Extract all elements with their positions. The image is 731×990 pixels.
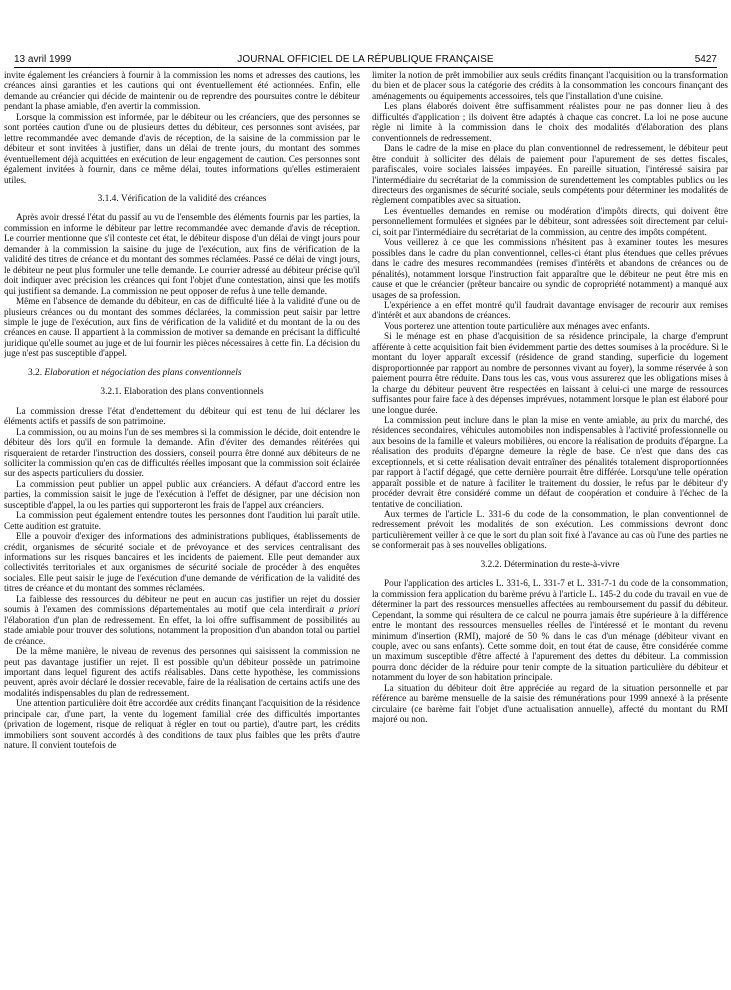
paragraph-text: l'élaboration d'un plan de redressement. En effet, la loi offre suffisamment de possibilités au stade amiable pour trouver des solutions, notamment la proposition d'un abandon total ou partiel de créance. — [4, 614, 360, 646]
header-date: 13 avril 1999 — [14, 54, 72, 65]
paragraph: La commission peut publier un appel public aux créanciers. A défaut d'accord entre les parties, la commission saisit le juge de l'exécution à l'effet de désigner, par une décision non susceptible d'appel, la ou les parties qui supporteront les frais de l'appel aux créanciers. — [4, 478, 360, 510]
paragraph: Lorsque la commission est informée, par le débiteur ou les créanciers, que des personnes se sont portées caution d'une ou de plusieurs dettes du débiteur, ces personnes sont avisées, par lettre recommandée avec demande d'avis de réception, de la saisine de la commission par le débiteur et sont invitées à justifier, dans un délai de trente jours, du montant des sommes éventuellement déjà acquittées en exécution de leur engagement de caution. Ces personnes sont également invitées à fournir, dans ce même délai, toutes informations qu'elles estimeraient utiles. — [4, 111, 360, 185]
header-title: JOURNAL OFFICIEL DE LA RÉPUBLIQUE FRANÇAISE — [237, 54, 494, 65]
paragraph: Elle a pouvoir d'exiger des informations des administrations publiques, établissements de crédit, organismes de sécurité sociale et de prévoyance et des services centralisant des informations sur les risques bancaires et les incidents de paiement. Elle peut demander aux collectivités territoriales et aux organismes de sécurité sociale de procéder à des enquêtes sociales. Elle peut saisir le juge de l'exécution d'une demande de vérification de la validité des titres de créance et du montant des sommes réclamées. — [4, 531, 360, 594]
section-number: 3.2. — [28, 367, 43, 378]
left-column — [4, 70, 360, 990]
paragraph: Même en l'absence de demande du débiteur, en cas de difficulté liée à la validité d'une ou de plusieurs créances ou du montant des sommes déclarées, la commission peut saisir par lettre simple le juge de l'exécution, aux fins de vérification de la validité et du montant de la ou des créances en cause. Il appartient à la commission de motiver sa demande en précisant la difficulté juridique qu'elle soumet au juge et de lui fournir les pièces nécessaires à cette fin. La décision du juge n'est pas susceptible d'appel. — [4, 296, 360, 359]
paragraph: Vous porterez une attention toute particulière aux ménages avec enfants. — [384, 320, 650, 331]
paragraph: invite également les créanciers à fournir à la commission les noms et adresses des cautions, les créances ainsi garanties et les cautions qui ont éventuellement été actionnées. Enfin, elle demande au créancier qui décide de maintenir ou de reprendre des poursuites contre le débiteur pendant la phase amiable, d'en avertir la commission. — [4, 70, 360, 112]
paragraph: Vous veillerez à ce que les commissions n'hésitent pas à examiner toutes les mesures possibles dans le cadre du plan conventionnel, celles-ci étant plus étendues que celles prévues dans le cadre des mesures recommandées (remises d'intérêts et abandons de créances ou de pénalités), notamment lorsque l'instruction fait apparaître que le débiteur ne peut être mis en cause et que le créancier (prêteur bancaire ou syndic de copropriété notamment) a manqué aux usages de sa profession. — [372, 237, 728, 300]
section-title: Elaboration et négociation des plans conventionnels — [44, 367, 242, 378]
section-heading-3-2-1: 3.2.1. Elaboration des plans conventionnels — [100, 387, 264, 398]
paragraph: De la même manière, le niveau de revenus des personnes qui saisissent la commission ne peut pas davantage justifier un rejet. Il est possible qu'un débiteur possède un patrimoine important dans lequel figurent des actifs réalisables. Dans cette hypothèse, les commissions peuvent, après avoir déclaré le dossier recevable, faire de la réalisation de certains actifs une des modalités indispensables du plan de redressement. — [4, 646, 360, 698]
paragraph: Si le ménage est en phase d'acquisition de sa résidence principale, la charge d'emprunt afférente à cette acquisition fait bien évidemment partie des dettes soumises à la procédure. Si le montant du loyer apparaît excessif (résidence de grand standing, superficie du logement disproportionnée par rapport au nombre de personnes vivant au foyer), la somme réservée à son paiement pourra être réduite. Dans tous les cas, vous vous assurerez que les obligations mises à la charge du débiteur peuvent être respectées en laissant à celui-ci une marge de ressources suffisantes pour faire face à des dépenses imprévues, notamment lorsque le plan est élaboré pour une longue durée. — [372, 331, 728, 415]
paragraph: Après avoir dressé l'état du passif au vu de l'ensemble des éléments fournis par les parties, la commission en informe le débiteur par lettre recommandée avec demande d'avis de réception. Le courrier mentionne que s'il conteste cet état, le débiteur dispose d'un délai de vingt jours pour demander à la commission la saisine du juge de l'exécution, aux fins de vérification de la validité des titres de créance et du montant des sommes réclamées. Passé ce délai de vingt jours, le débiteur ne peut plus formuler une telle demande. Le courrier adressé au débiteur précise qu'il doit indiquer avec précision les créances qui font l'objet d'une contestation, ainsi que les motifs qui justifient sa demande. La commission ne peut opposer de refus à une telle demande. — [4, 212, 360, 296]
paragraph: La situation du débiteur doit être appréciée au regard de la situation personnelle et par référence au barème mensuelle de la saisie des rémunérations pour 1999 annexé à la présente circulaire (ce barème fait l'objet d'une actualisation annuelle), affecté du montant du RMI majoré ou non. — [372, 682, 728, 725]
right-column — [372, 70, 728, 990]
paragraph: La commission peut inclure dans le plan la mise en vente amiable, au prix du marché, des résidences secondaires, véhicules automobiles non indispensables à l'activité professionnelle ou aux besoins de la famille et valeurs mobilières, ou encore la réalisation de produits d'épargne. La réalisation des produits d'épargne demeure la règle de base. Ce n'est que dans des cas exceptionnels, et si cette réalisation devait entraîner des pénalités totalement disproportionnées par rapport à l'actif dégagé, que cette dernière pourrait être différée. Lorsqu'une telle opération apparaît possible et de nature à faciliter le traitement du dossier, le refus par le débiteur d'y procéder devrait être considéré comme un défaut de coopération et conduire à l'échec de la tentative de conciliation. — [372, 414, 728, 509]
page-header — [0, 0, 731, 65]
paragraph: La commission dresse l'état d'endettement du débiteur qui est tenu de lui déclarer les éléments actifs et passifs de son patrimoine. — [4, 405, 360, 427]
paragraph: La commission peut également entendre toutes les personnes dont l'audition lui paraît utile. Cette audition est gratuite. — [4, 510, 360, 531]
paragraph: Dans le cadre de la mise en place du plan conventionnel de redressement, le débiteur peut être conduit à solliciter des délais de paiement pour l'apurement de ses dettes fiscales, parafiscales, voire sociales laissées impayées. En pareille situation, l'intéressé saisira par l'intermédiaire du secrétariat de la commission de surendettement les comptables publics ou les directeurs des organismes de sécurité sociale, seuls compétents pour déterminer les modalités de règlement compatibles avec sa situation. — [372, 143, 728, 206]
paragraph: La commission, ou au moins l'un de ses membres si la commission le décide, doit entendre le débiteur dès lors qu'il en formule la demande. Afin d'éviter des demandes réitérées qui risqueraient de retarder l'instruction des dossiers, conseil pourra être donné aux débiteurs de ne solliciter la commission qu'en cas de difficultés réelles imposant que la commission soit éclairée sur des aspects particuliers du dossier. — [4, 426, 360, 479]
paragraph: Aux termes de l'article L. 331-6 du code de la consommation, le plan conventionnel de redressement prévoit les modalités de son exécution. Les commissions devront donc particulièrement veiller à ce que le sort du plan soit fixé à l'avance au cas où l'une des parties ne se conformerait pas à ses nouvelles obligations. — [372, 509, 728, 551]
section-heading-3-2-2: 3.2.2. Détermination du reste-à-vivre — [480, 559, 620, 570]
paragraph: Une attention particulière doit être accordée aux crédits finançant l'acquisition de la résidence principale car, d'une part, la vente du logement familial crée des difficultés importantes (privation de logement, risque de reliquat à régler en tout ou partie), d'autre part, les crédits immobiliers sont souvent accordés à des conditions de taux plus faibles que les prêts d'autre nature. Il convient toutefois de — [4, 698, 360, 751]
paragraph — [4, 594, 360, 646]
header-rule — [14, 67, 717, 68]
section-heading-3-1-4: 3.1.4. Vérification de la validité des créances — [97, 193, 267, 204]
paragraph: Les plans élaborés doivent être suffisamment réalistes pour ne pas donner lieu à des difficultés d'application ; ils doivent être adaptés à chaque cas concret. La loi ne pose aucune règle ni limite à la commission dans le choix des modalités d'élaboration des plans conventionnels de redressement. — [372, 101, 728, 143]
italic-text: a priori — [329, 604, 360, 615]
paragraph: limiter la notion de prêt immobilier aux seuls crédits finançant l'acquisition ou la transformation du bien et de placer sous la catégorie des crédits à la consommation les concours finançant des aménagements ou équipements accessoires, tels que l'installation d'une cuisine. — [372, 70, 728, 101]
paragraph: L'expérience a en effet montré qu'il faudrait davantage envisager de recourir aux remises d'intérêt et aux abandons de créances. — [372, 299, 728, 321]
header-page-number: 5427 — [694, 54, 717, 65]
section-heading-3-2 — [4, 368, 360, 378]
paragraph-text: La faiblesse des ressources du débiteur ne peut en aucun cas justifier un rejet du dossier soumis à l'examen des commissions départementales au motif que cela interdirait — [4, 593, 360, 615]
paragraph: Les éventuelles demandes en remise ou modération d'impôts directs, qui doivent être personnellement formulées et signées par le débiteur, sont adressées soit directement par celui-ci, soit par l'intermédiaire du secrétariat de la commission, au centre des impôts compétent. — [372, 205, 728, 237]
paragraph: Pour l'application des articles L. 331-6, L. 331-7 et L. 331-7-1 du code de la consommation, la commission fera application du barème prévu à l'article L. 145-2 du code du travail en vue de déterminer la part des ressources mensuelles affectées au remboursement du passif du débiteur. Cependant, la somme qui résultera de ce calcul ne pourra jamais être supérieure à la différence entre le montant des ressources mensuelles réelles de l'intéressé et le montant du revenu minimum d'insertion (RMI), majoré de 50 % dans le cas d'un ménage (débiteur vivant en couple, avec ou sans enfants). Cette somme doit, en tout état de cause, être considérée comme un maximum susceptible d'être affecté à l'apurement des dettes du débiteur. La commission pourra donc décider de la réduire pour tenir compte de la situation particulière du débiteur et notamment du loyer de son habitation principale. — [372, 578, 728, 683]
